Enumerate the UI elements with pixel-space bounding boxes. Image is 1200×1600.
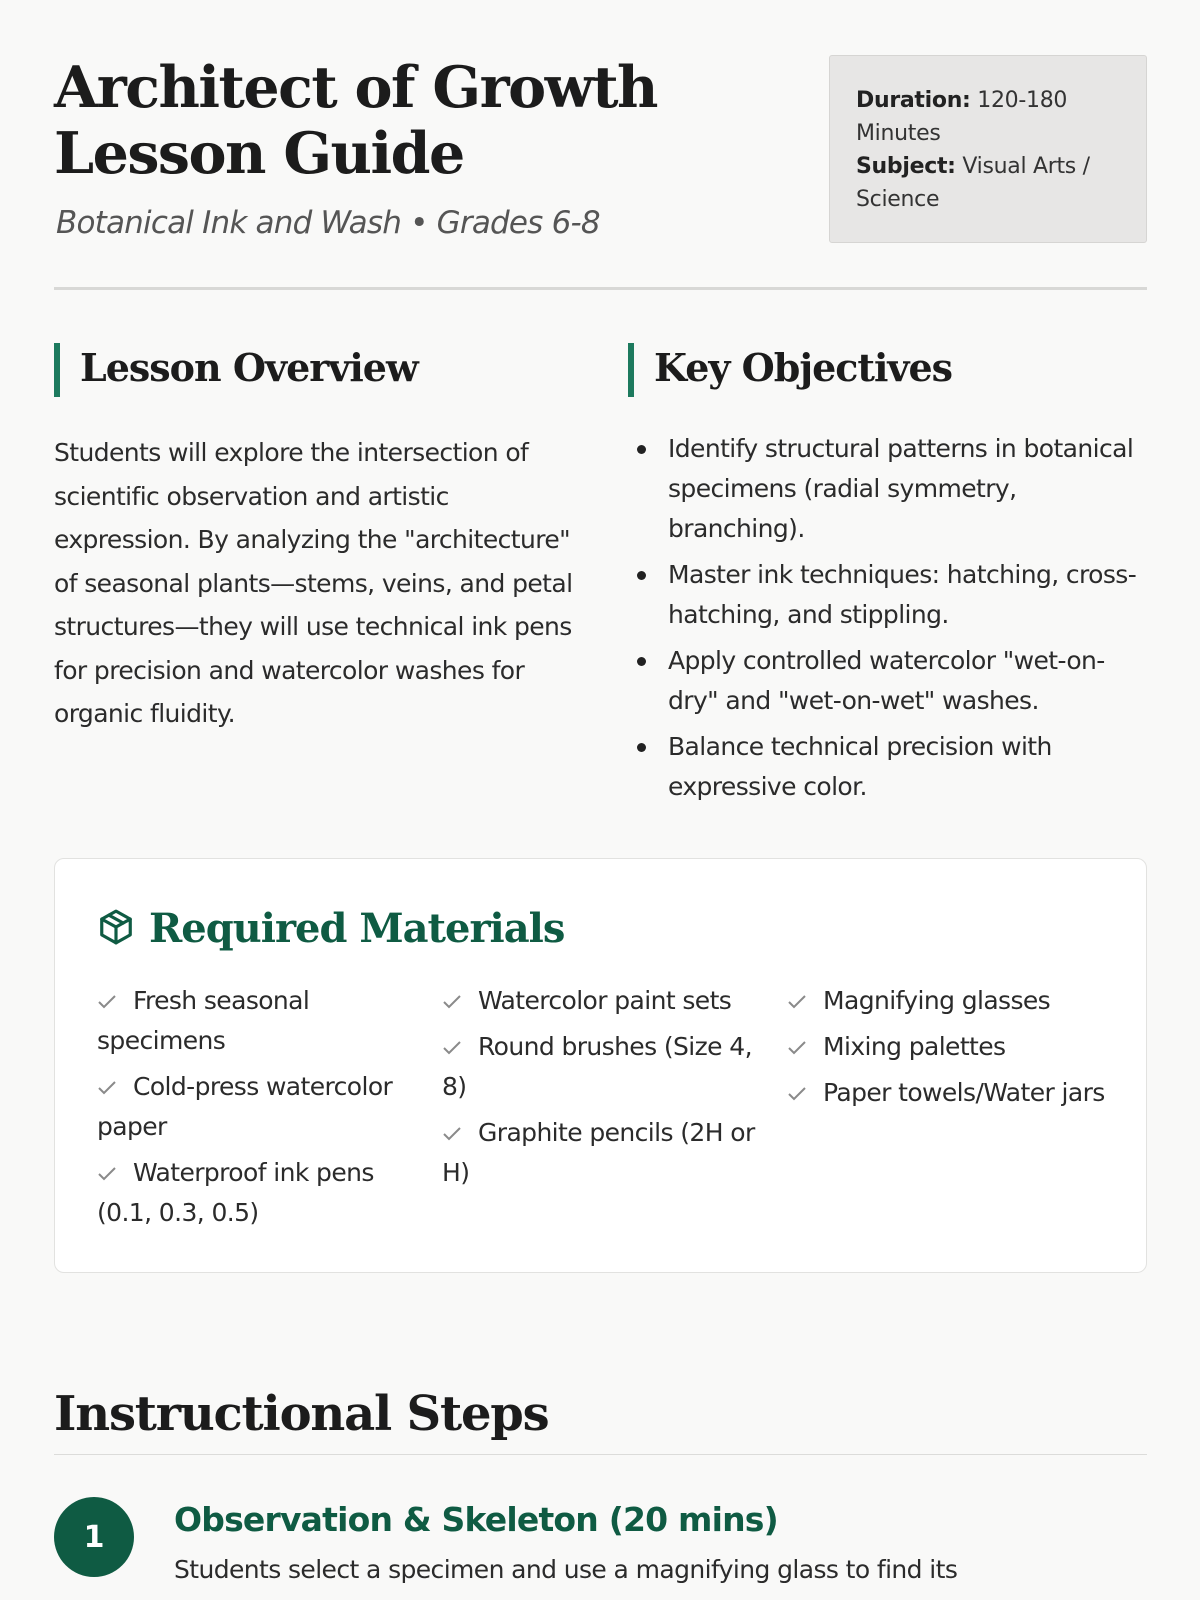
subject-label: Subject: (856, 154, 956, 179)
duration-value: 120-180 Minutes (856, 88, 1068, 146)
page-title: Architect of Growth Lesson Guide (54, 54, 657, 187)
material-label: Graphite pencils (2H or H) (442, 1118, 755, 1187)
material-item (787, 1027, 1107, 1067)
material-item (787, 1073, 1107, 1113)
objectives-list (628, 429, 1147, 807)
material-item (97, 1153, 417, 1233)
material-label: Mixing palettes (823, 1032, 1006, 1061)
lesson-guide-page (54, 0, 1147, 1600)
instructional-steps-heading: Instructional Steps (54, 1386, 549, 1442)
objective-item: Balance technical precision with expressive color. (628, 727, 1147, 807)
materials-heading (97, 901, 564, 957)
duration-line (856, 84, 1120, 150)
check-icon (97, 1080, 117, 1096)
objective-item: Apply controlled watercolor "wet-on-dry" and "wet-on-wet" washes. (628, 641, 1147, 721)
step-title: Observation & Skeleton (20 mins) (174, 1500, 778, 1539)
objective-item: Master ink techniques: hatching, cross-hatching, and stippling. (628, 555, 1147, 635)
lesson-meta-box (829, 55, 1147, 243)
page-subtitle: Botanical Ink and Wash • Grades 6-8 (56, 205, 600, 241)
check-icon (442, 1040, 462, 1056)
material-label: Magnifying glasses (823, 986, 1051, 1015)
check-icon (97, 994, 117, 1010)
material-item (787, 981, 1107, 1021)
steps-divider (54, 1454, 1147, 1455)
check-icon (442, 994, 462, 1010)
material-item (442, 1027, 762, 1107)
required-materials-card (54, 858, 1147, 1273)
key-objectives-section (628, 343, 1147, 813)
material-label: Waterproof ink pens (0.1, 0.3, 0.5) (97, 1158, 374, 1227)
subject-line (856, 150, 1120, 216)
materials-column-3 (787, 981, 1107, 1119)
check-icon (787, 1086, 807, 1102)
overview-text: Students will explore the intersection of scientific observation and artistic expression. By analyzing the "architecture" of seasonal plants—stems, veins, and petal structures—they will use technical ink pens for precision and watercolor washes for organic fluidity. (54, 438, 573, 728)
material-label: Fresh seasonal specimens (97, 986, 310, 1055)
check-icon (787, 1040, 807, 1056)
objectives-heading: Key Objectives (628, 343, 1147, 393)
header-divider (54, 287, 1147, 290)
lesson-overview-section (54, 343, 574, 736)
material-item (97, 981, 417, 1061)
objective-item: Identify structural patterns in botanical specimens (radial symmetry, branching). (628, 429, 1147, 549)
step-number-badge: 1 (54, 1497, 134, 1577)
material-label: Watercolor paint sets (478, 986, 732, 1015)
overview-heading: Lesson Overview (54, 343, 574, 393)
material-item (442, 1113, 762, 1193)
material-label: Cold-press watercolor paper (97, 1072, 393, 1141)
check-icon (442, 1126, 462, 1142)
material-label: Paper towels/Water jars (823, 1078, 1105, 1107)
check-icon (787, 994, 807, 1010)
materials-heading-label: Required Materials (149, 905, 565, 952)
materials-column-2 (442, 981, 762, 1199)
materials-column-1 (97, 981, 417, 1239)
material-item (97, 1067, 417, 1147)
check-icon (97, 1166, 117, 1182)
duration-label: Duration: (856, 88, 971, 113)
step-description: Students select a specimen and use a magnifying glass to find its (174, 1555, 958, 1584)
header (54, 55, 1147, 255)
subject-value: Visual Arts / Science (856, 154, 1090, 212)
material-label: Round brushes (Size 4, 8) (442, 1032, 752, 1101)
package-icon (97, 908, 135, 946)
material-item (442, 981, 762, 1021)
